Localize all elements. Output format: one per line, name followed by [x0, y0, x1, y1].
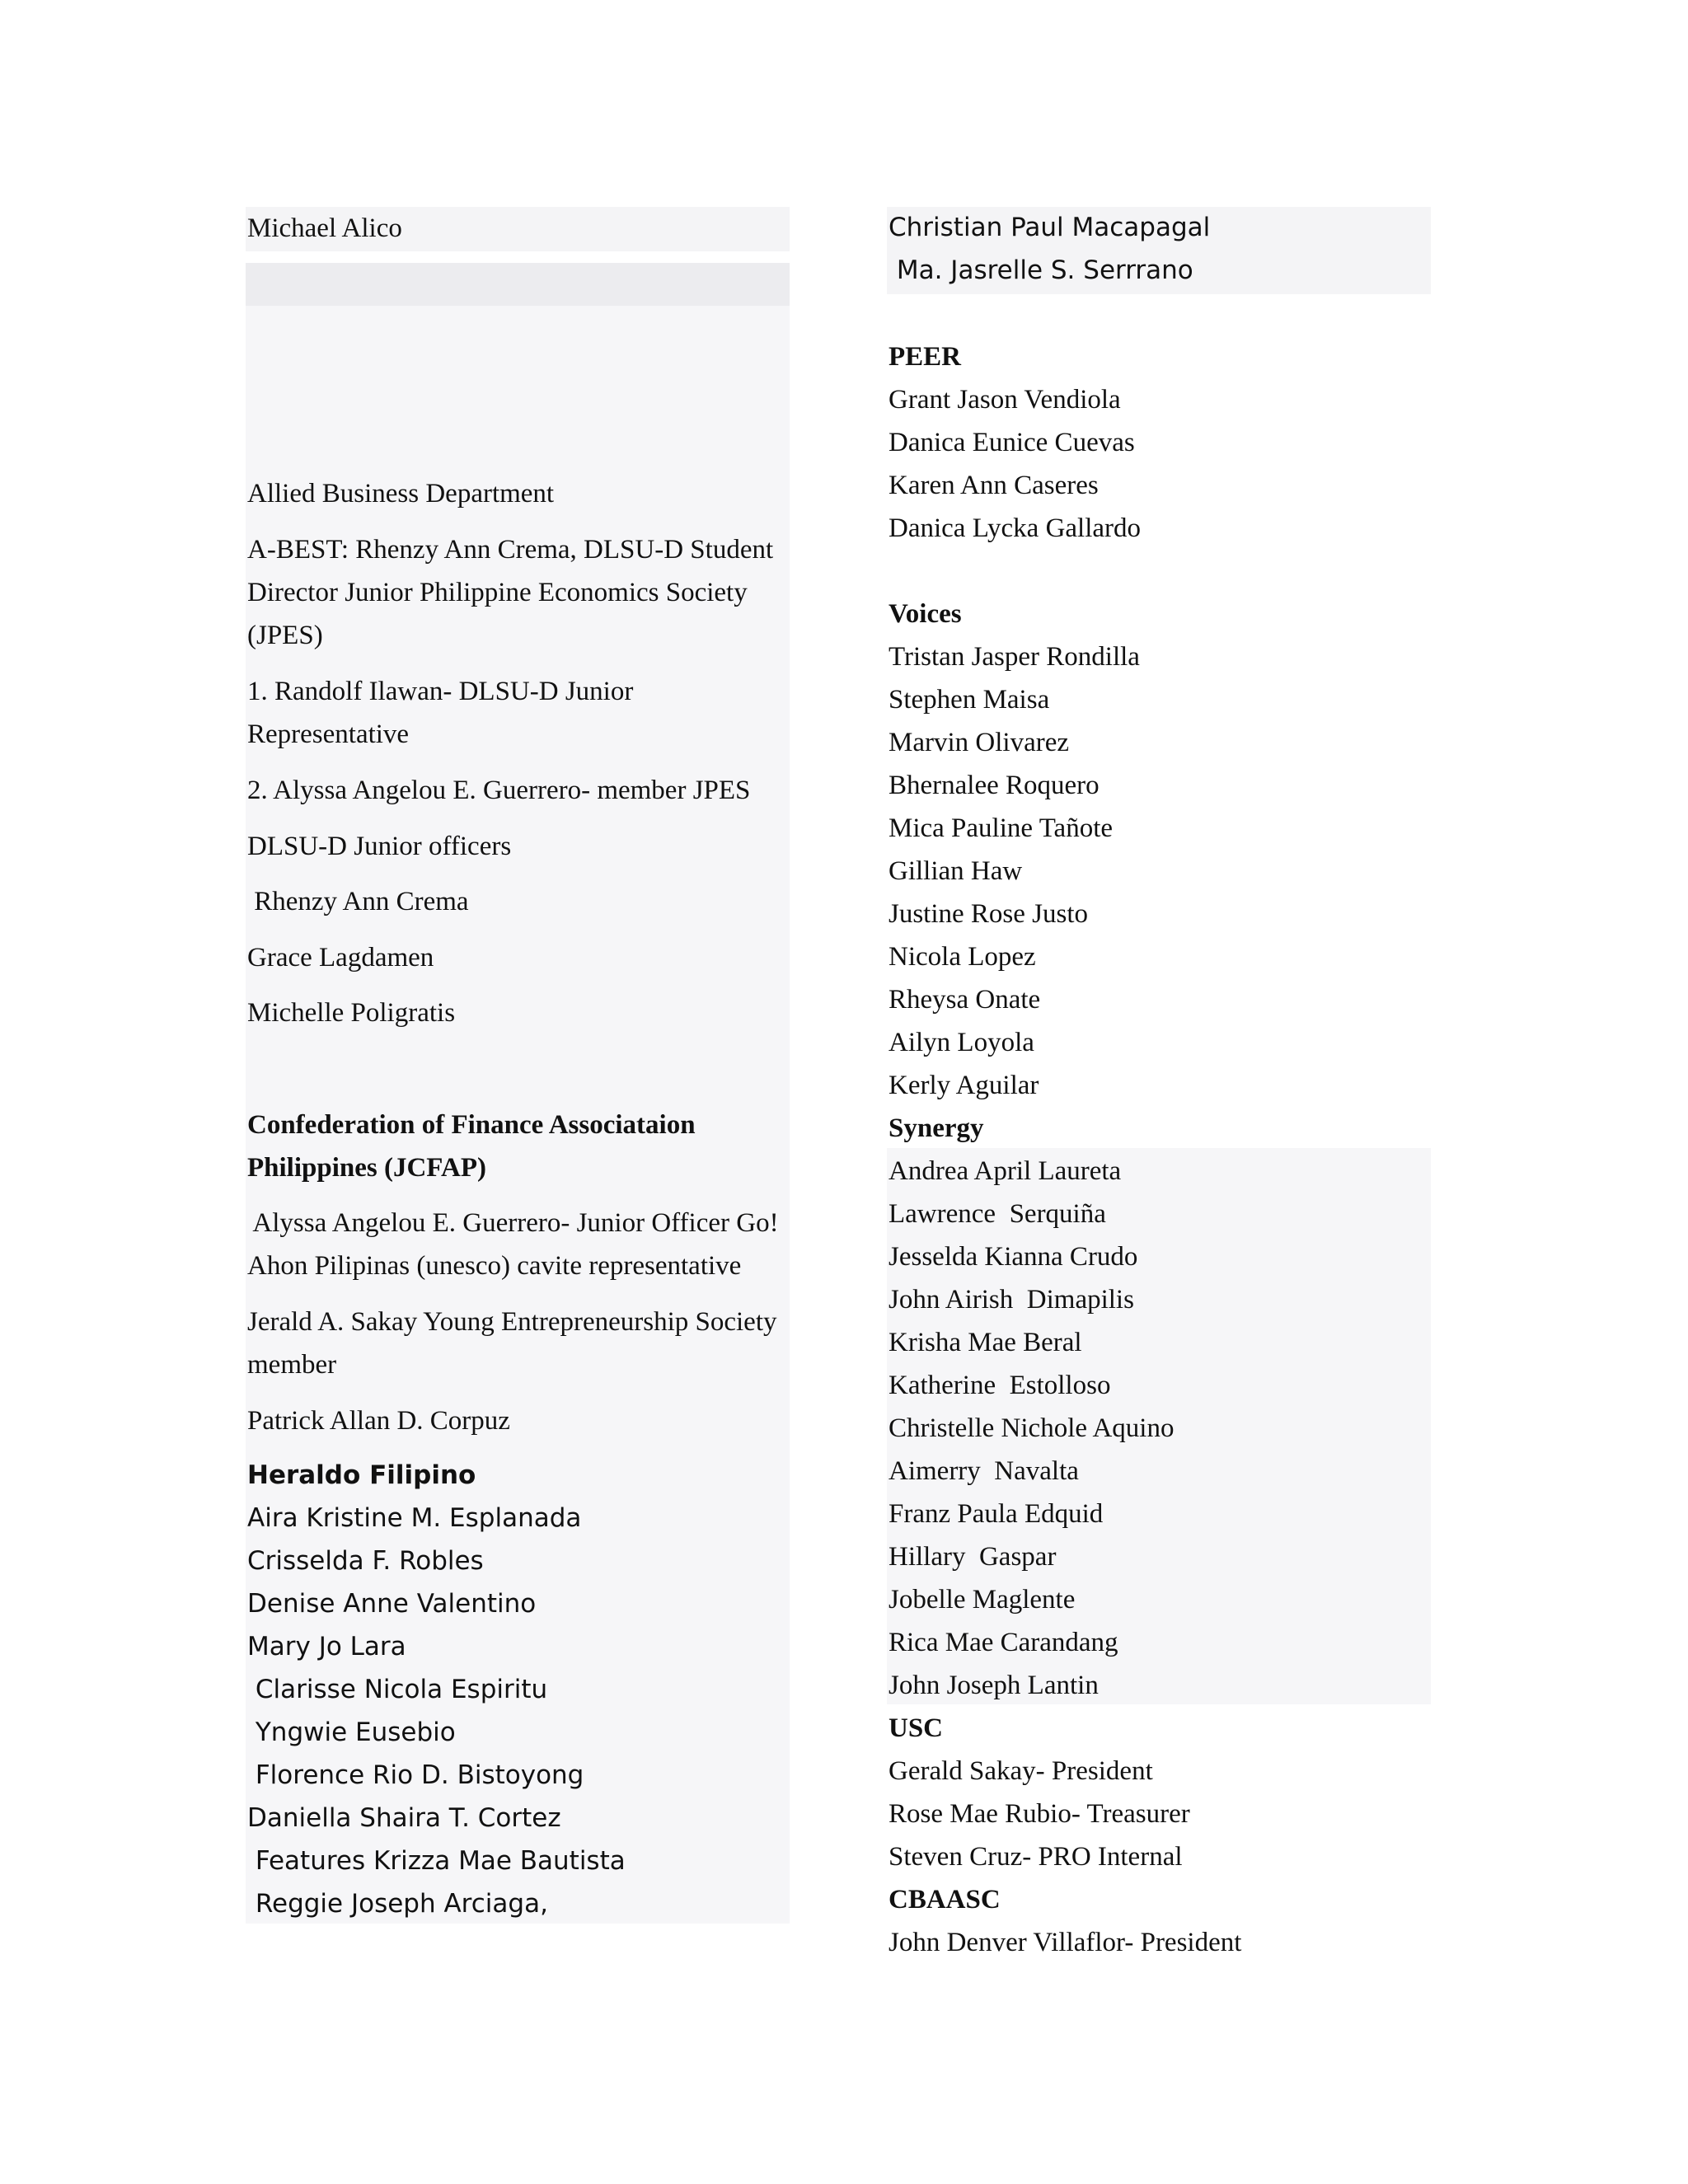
heraldo-item: Clarisse Nicola Espiritu — [247, 1675, 548, 1704]
synergy-item: Hillary Gaspar — [889, 1542, 1057, 1572]
alyssa-go-line-1: Alyssa Angelou E. Guerrero- Junior Officer Go! — [247, 1208, 779, 1238]
synergy-item: Lawrence Serquiña — [889, 1199, 1106, 1229]
voices-item: Justine Rose Justo — [889, 899, 1089, 929]
usc-heading: USC — [889, 1713, 944, 1743]
voices-item: Kerly Aguilar — [889, 1071, 1039, 1100]
officer-item: Michelle Poligratis — [247, 998, 456, 1028]
synergy-item: Katherine Estolloso — [889, 1371, 1111, 1400]
allied-heading: Allied Business Department — [247, 479, 555, 509]
abest-line-1: A-BEST: Rhenzy Ann Crema, DLSU-D Student — [247, 535, 774, 565]
voices-item: Nicola Lopez — [889, 942, 1036, 972]
synergy-item: John Joseph Lantin — [889, 1671, 1099, 1700]
synergy-item: Krisha Mae Beral — [889, 1328, 1082, 1357]
voices-heading: Voices — [889, 599, 962, 629]
usc-item: Rose Mae Rubio- Treasurer — [889, 1799, 1190, 1829]
heraldo-item: Features Krizza Mae Bautista — [247, 1846, 626, 1876]
synergy-item: Aimerry Navalta — [889, 1456, 1079, 1486]
voices-item: Marvin Olivarez — [889, 728, 1069, 757]
voices-item: Tristan Jasper Rondilla — [889, 642, 1140, 672]
alyssa-jpes: 2. Alyssa Angelou E. Guerrero- member JPES — [247, 776, 751, 805]
peer-item: Karen Ann Caseres — [889, 471, 1099, 500]
patrick: Patrick Allan D. Corpuz — [247, 1406, 510, 1436]
voices-item: Rheysa Onate — [889, 985, 1041, 1015]
left-michael: Michael Alico — [247, 213, 402, 243]
heraldo-item: Daniella Shaira T. Cortez — [247, 1803, 561, 1833]
left-shade-band — [246, 263, 790, 306]
heraldo-item: Mary Jo Lara — [247, 1632, 406, 1661]
officers-heading: DLSU-D Junior officers — [247, 832, 512, 861]
synergy-heading: Synergy — [889, 1113, 984, 1143]
abest-line-3: (JPES) — [247, 621, 323, 650]
randolf-line-1: 1. Randolf Ilawan- DLSU-D Junior — [247, 677, 634, 706]
usc-item: Steven Cruz- PRO Internal — [889, 1842, 1183, 1872]
synergy-item: Franz Paula Edquid — [889, 1499, 1104, 1529]
peer-item: Danica Lycka Gallardo — [889, 513, 1142, 543]
randolf-line-2: Representative — [247, 719, 410, 749]
heraldo-item: Crisselda F. Robles — [247, 1546, 484, 1576]
heraldo-item: Florence Rio D. Bistoyong — [247, 1760, 584, 1790]
alyssa-go-line-2: Ahon Pilipinas (unesco) cavite representative — [247, 1251, 742, 1281]
heraldo-item: Aira Kristine M. Esplanada — [247, 1503, 582, 1533]
cbaasc-item: John Denver Villaflor- President — [889, 1928, 1242, 1957]
heraldo-item: Yngwie Eusebio — [247, 1718, 456, 1747]
synergy-item: Rica Mae Carandang — [889, 1628, 1118, 1657]
voices-item: Mica Pauline Tañote — [889, 813, 1114, 843]
heraldo-heading: Heraldo Filipino — [247, 1460, 476, 1490]
synergy-item: Andrea April Laureta — [889, 1156, 1122, 1186]
right-christian: Christian Paul Macapagal — [889, 213, 1211, 242]
peer-item: Grant Jason Vendiola — [889, 385, 1121, 415]
synergy-item: John Airish Dimapilis — [889, 1285, 1134, 1315]
jerald-line-1: Jerald A. Sakay Young Entrepreneurship Society — [247, 1307, 777, 1337]
cbaasc-heading: CBAASC — [889, 1885, 1001, 1915]
jerald-line-2: member — [247, 1350, 337, 1380]
officer-item: Grace Lagdamen — [247, 943, 434, 972]
officer-item: Rhenzy Ann Crema — [247, 887, 469, 916]
jcfap-heading-2: Philippines (JCFAP) — [247, 1153, 486, 1183]
heraldo-item: Denise Anne Valentino — [247, 1589, 537, 1619]
heraldo-item: Reggie Joseph Arciaga, — [247, 1889, 548, 1919]
peer-heading: PEER — [889, 342, 962, 372]
synergy-item: Christelle Nichole Aquino — [889, 1413, 1175, 1443]
voices-item: Stephen Maisa — [889, 685, 1050, 715]
usc-item: Gerald Sakay- President — [889, 1756, 1153, 1786]
voices-item: Bhernalee Roquero — [889, 771, 1100, 800]
jcfap-heading-1: Confederation of Finance Associataion — [247, 1110, 696, 1140]
peer-item: Danica Eunice Cuevas — [889, 428, 1135, 457]
synergy-item: Jobelle Maglente — [889, 1585, 1076, 1615]
right-jasrelle: Ma. Jasrelle S. Serrrano — [889, 255, 1193, 285]
voices-item: Ailyn Loyola — [889, 1028, 1034, 1057]
abest-line-2: Director Junior Philippine Economics Society — [247, 578, 748, 607]
voices-item: Gillian Haw — [889, 856, 1023, 886]
synergy-item: Jesselda Kianna Crudo — [889, 1242, 1138, 1272]
